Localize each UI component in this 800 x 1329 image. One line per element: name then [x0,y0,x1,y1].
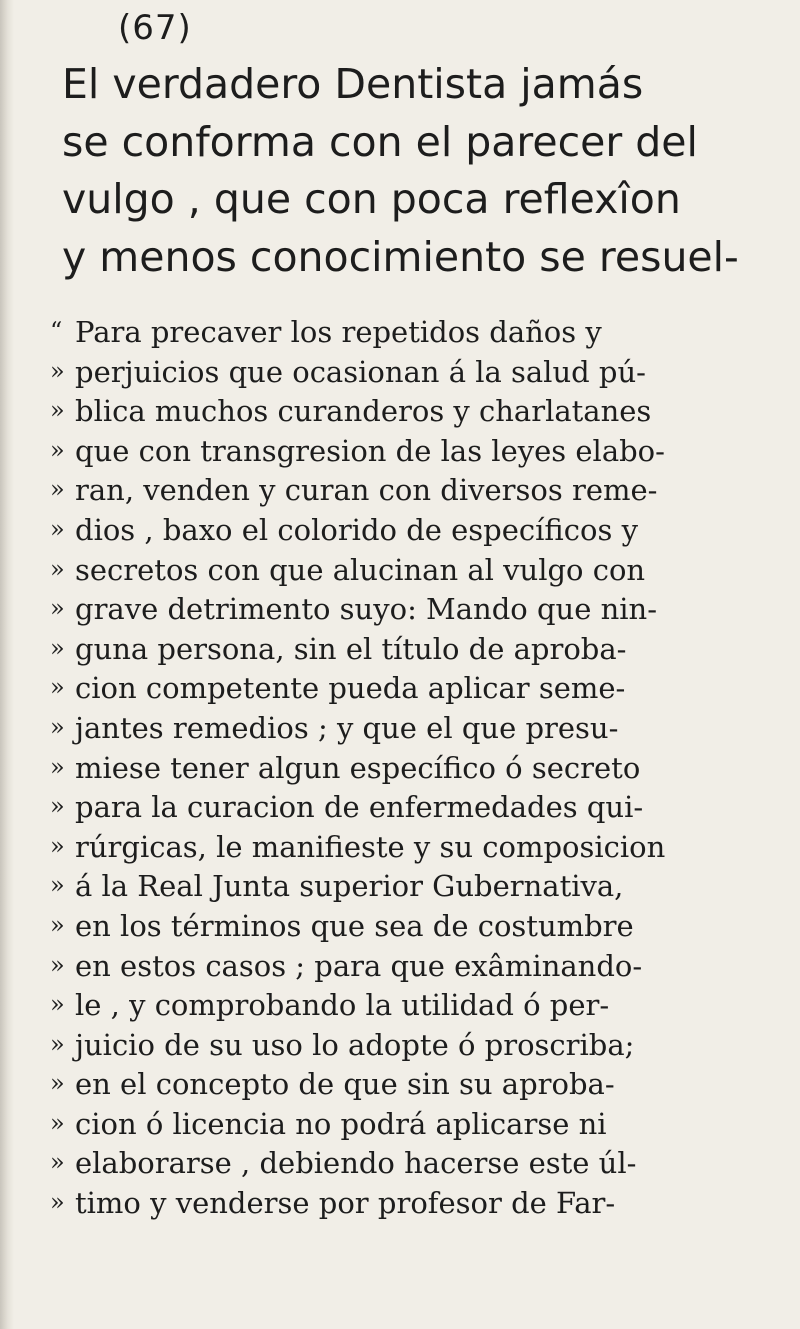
quote-text: dios , baxo el colorido de específicos y [75,512,638,547]
quote-mark: » [50,475,65,504]
quote-line [50,906,790,946]
quote-text: secretos con que alucinan al vulgo con [75,552,646,587]
quote-mark: » [50,950,65,979]
heading-line: y menos conocimiento se resuel- [62,232,739,281]
quote-line [50,1064,790,1104]
heading-line: El verdadero Dentista jamás [62,60,644,108]
quote-line [50,668,790,708]
quote-mark: » [50,1029,65,1058]
quote-text: jantes remedios ; y que el que presu- [75,710,619,745]
quote-line [50,391,790,431]
quote-line [50,1143,790,1183]
quote-line [50,985,790,1025]
quote-mark: » [50,792,65,821]
quote-mark: » [50,831,65,860]
quoted-decree [50,312,790,1223]
heading-line: se conforma con el parecer del [62,117,698,166]
quote-line [50,550,790,590]
quote-line [50,1183,790,1223]
heading-line: vulgo , que con poca reflexîon [62,175,681,223]
quote-mark: » [50,1188,65,1217]
quote-text: para la curacion de enfermedades qui- [75,790,644,825]
quote-line [50,787,790,827]
quote-mark: » [50,633,65,662]
quote-mark: » [50,752,65,781]
quote-line [50,589,790,629]
quote-mark: » [50,594,65,623]
quote-mark: » [50,514,65,543]
quote-text: cion ó licencia no podrá aplicarse ni [75,1106,607,1141]
quote-line [50,1104,790,1144]
quote-mark: » [50,1148,65,1177]
quote-text: blica muchos curanderos y charlatanes [75,394,652,429]
quote-text: en los términos que sea de costumbre [75,908,634,943]
quote-line [50,352,790,392]
quote-text: que con transgresion de las leyes elabo- [75,433,665,468]
quote-line [50,946,790,986]
quote-text: le , y comprobando la utilidad ó per- [75,988,610,1023]
quote-text: ran, venden y curan con diversos reme- [75,473,658,508]
quote-line [50,708,790,748]
quote-line [50,827,790,867]
page-number: (67) [118,8,192,48]
quote-text: en estos casos ; para que exâminando- [75,948,643,983]
quote-text: perjuicios que ocasionan á la salud pú- [75,354,646,389]
quote-mark: » [50,673,65,702]
quote-mark: “ [50,317,63,345]
heading-paragraph [62,56,792,286]
quote-mark: » [50,396,65,425]
quote-text: á la Real Junta superior Gubernativa, [75,869,624,904]
quote-line [50,312,790,352]
quote-line [50,510,790,550]
quote-text: grave detrimento suyo: Mando que nin- [75,592,658,627]
quote-text: Para precaver los repetidos daños y [75,315,602,349]
quote-line [50,1025,790,1065]
quote-text: juicio de su uso lo adopte ó proscriba; [75,1027,635,1062]
quote-mark: » [50,1069,65,1098]
quote-mark: » [50,990,65,1019]
quote-line [50,470,790,510]
quote-line [50,866,790,906]
quote-mark: » [50,554,65,583]
quote-mark: » [50,871,65,900]
quote-mark: » [50,1108,65,1137]
quote-text: miese tener algun específico ó secreto [75,750,641,785]
quote-mark: » [50,435,65,464]
quote-text: timo y venderse por profesor de Far- [75,1186,616,1221]
quote-line [50,748,790,788]
quote-text: rúrgicas, le manifieste y su composicion [75,829,666,864]
quote-mark: » [50,712,65,741]
quote-line [50,629,790,669]
quote-text: guna persona, sin el título de aproba- [75,631,627,666]
quote-mark: » [50,910,65,939]
quote-text: elaborarse , debiendo hacerse este úl- [75,1146,637,1181]
quote-text: cion competente pueda aplicar seme- [75,671,626,706]
quote-text: en el concepto de que sin su aproba- [75,1067,615,1102]
page-binding-edge [0,0,14,1329]
quote-line [50,431,790,471]
quote-mark: » [50,356,65,385]
